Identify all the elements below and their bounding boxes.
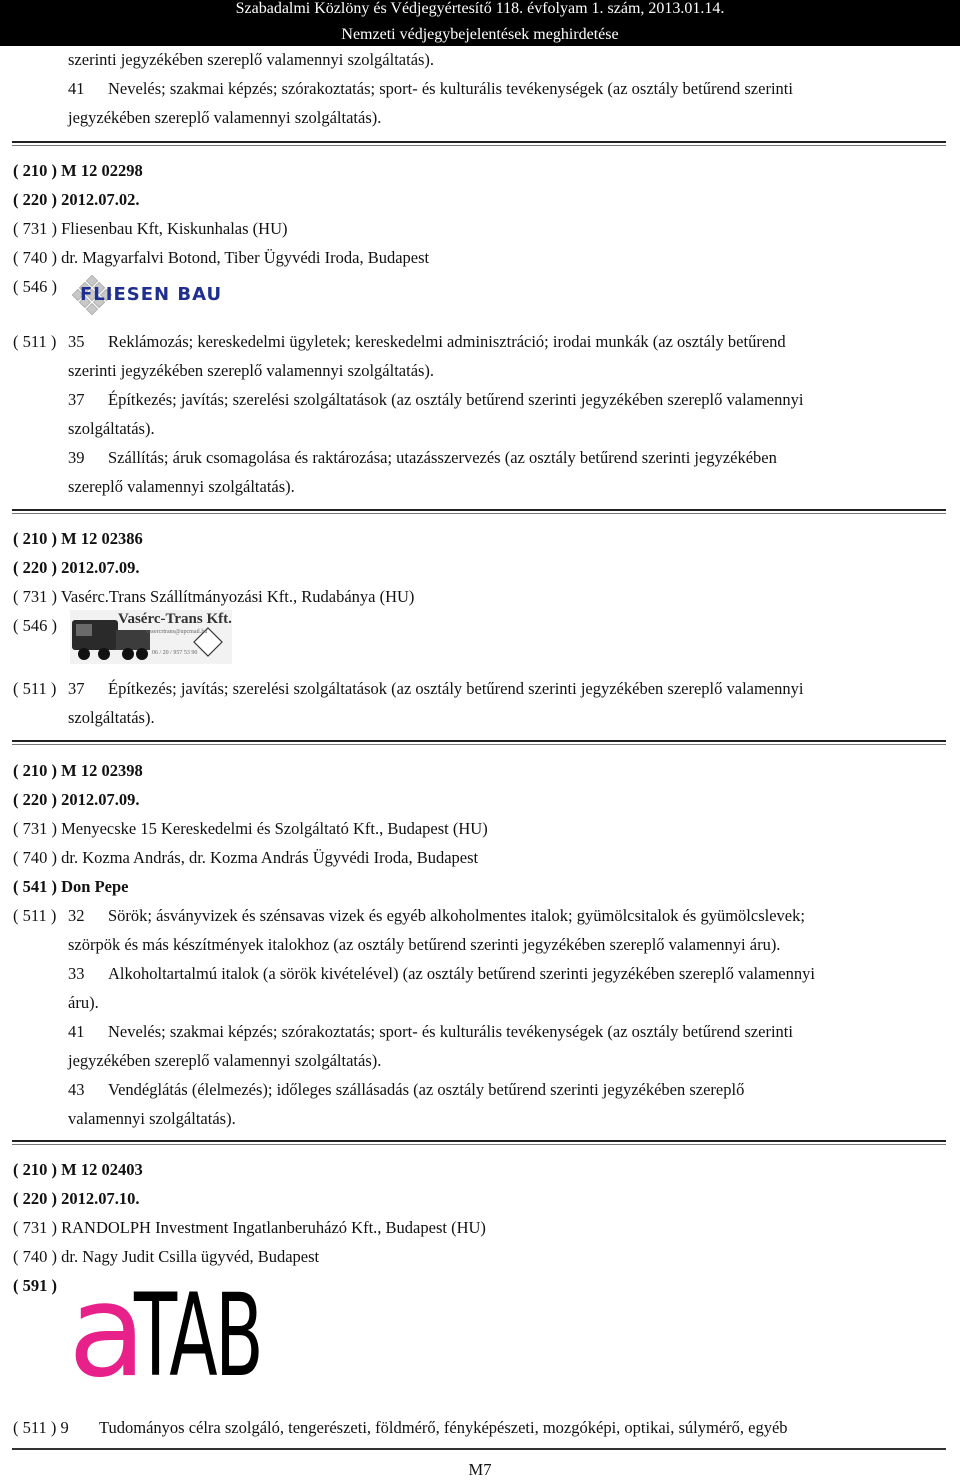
e2-application-number: ( 210 ) M 12 02386 <box>13 529 143 548</box>
vaserc-logo-email: vasercrtrans@upcmail.hu <box>146 629 208 635</box>
vaserc-trans-logo <box>70 610 232 664</box>
e1-class-37-line2: szolgáltatás). <box>68 419 155 438</box>
entry-separator-thin <box>12 513 946 514</box>
e1-filing-date: ( 220 ) 2012.07.02. <box>13 190 140 209</box>
vaserc-logo-text: Vasérc-Trans Kft. <box>118 611 232 627</box>
e2-class-37-line2: szolgáltatás). <box>68 708 155 727</box>
e2-filing-date: ( 220 ) 2012.07.09. <box>13 558 140 577</box>
e3-goods-label: ( 511 ) <box>13 906 57 925</box>
atab-logo-tab: TAB <box>134 1269 262 1402</box>
e2-class-37-line1: 37 Építkezés; javítás; szerelési szolgáltatások (az osztály betűrend szerinti jegyzékében szereplő valamennyi <box>68 679 804 698</box>
e4-color-claim: ( 591 ) <box>13 1276 57 1295</box>
e3-class-43-line1: 43 Vendéglátás (élelmezés); időleges szállásadás (az osztály betűrend szerinti jegyzékében szereplő <box>68 1080 745 1099</box>
e1-class-39-line2: szereplő valamennyi szolgáltatás). <box>68 477 295 496</box>
entry-separator <box>12 141 946 143</box>
e3-applicant: ( 731 ) Menyecske 15 Kereskedelmi és Szolgáltató Kft., Budapest (HU) <box>13 819 488 838</box>
e1-mark-type: ( 546 ) <box>13 277 57 296</box>
e3-class-43-line2: valamennyi szolgáltatás). <box>68 1109 236 1128</box>
e3-application-number: ( 210 ) M 12 02398 <box>13 761 143 780</box>
entry-separator <box>12 509 946 511</box>
entry-separator-thin <box>12 744 946 745</box>
e3-class-41-line2: jegyzékében szereplő valamennyi szolgáltatás). <box>68 1051 382 1070</box>
e4-filing-date: ( 220 ) 2012.07.10. <box>13 1189 140 1208</box>
atab-logo-a: a <box>68 1257 147 1406</box>
vaserc-logo-phone: 06 / 20 / 957 53 90 <box>152 650 198 656</box>
e4-representative: ( 740 ) dr. Nagy Judit Csilla ügyvéd, Budapest <box>13 1247 320 1266</box>
class-41-line2: jegyzékében szereplő valamennyi szolgáltatás). <box>68 108 382 127</box>
entry-separator <box>12 1140 946 1142</box>
fliesenbau-logo <box>74 270 234 320</box>
section-title: Nemzeti védjegybejelentések meghirdetése <box>341 26 619 43</box>
e2-mark-type: ( 546 ) <box>13 616 57 635</box>
e3-class-33-line1: 33 Alkoholtartalmú italok (a sörök kivételével) (az osztály betűrend szerinti jegyzékében szereplő valamennyi <box>68 964 815 983</box>
e1-application-number: ( 210 ) M 12 02298 <box>13 161 143 180</box>
fliesenbau-logo-text: FLIESEN BAU <box>80 284 223 305</box>
e3-class-32-line2: szörpök és más készítmények italokhoz (az osztály betűrend szerinti jegyzékében szereplő valamennyi áru). <box>68 935 781 954</box>
footer-separator <box>12 1448 946 1450</box>
entry-separator <box>12 740 946 742</box>
e1-class-35-line2: szerinti jegyzékében szereplő valamennyi szolgáltatás). <box>68 361 435 380</box>
page-header <box>0 0 960 46</box>
e1-applicant: ( 731 ) Fliesenbau Kft, Kiskunhalas (HU) <box>13 219 288 238</box>
class-41-line1: 41 Nevelés; szakmai képzés; szórakoztatás; sport- és kulturális tevékenységek (az osztály betűrend szerinti <box>68 79 793 98</box>
atab-logo <box>68 1257 262 1408</box>
e2-goods-label: ( 511 ) <box>13 679 57 698</box>
e1-representative: ( 740 ) dr. Magyarfalvi Botond, Tiber Ügyvédi Iroda, Budapest <box>13 248 430 267</box>
entry-separator-thin <box>12 145 946 146</box>
e4-class-9-line1: Tudományos célra szolgáló, tengerészeti, földmérő, fényképészeti, mozgóképi, optikai, súlymérő, egyéb <box>99 1418 788 1437</box>
e3-filing-date: ( 220 ) 2012.07.09. <box>13 790 140 809</box>
e4-applicant: ( 731 ) RANDOLPH Investment Ingatlanberuházó Kft., Budapest (HU) <box>13 1218 486 1237</box>
page-number: M7 <box>468 1460 492 1479</box>
e1-class-39-line1: 39 Szállítás; áruk csomagolása és raktározása; utazásszervezés (az osztály betűrend szerinti jegyzékében <box>68 448 777 467</box>
e3-word-mark: ( 541 ) Don Pepe <box>13 877 129 896</box>
continuation-text: szerinti jegyzékében szereplő valamennyi szolgáltatás). <box>68 50 435 69</box>
e4-application-number: ( 210 ) M 12 02403 <box>13 1160 143 1179</box>
e1-class-35-line1: 35 Reklámozás; kereskedelmi ügyletek; kereskedelmi adminisztráció; irodai munkák (az osztály betűrend <box>68 332 786 351</box>
journal-title: Szabadalmi Közlöny és Védjegyértesítő 118. évfolyam 1. szám, 2013.01.14. <box>235 0 725 17</box>
e1-goods-label: ( 511 ) <box>13 332 57 351</box>
e3-representative: ( 740 ) dr. Kozma András, dr. Kozma András Ügyvédi Iroda, Budapest <box>13 848 479 867</box>
e3-class-33-line2: áru). <box>68 993 99 1012</box>
e1-class-37-line1: 37 Építkezés; javítás; szerelési szolgáltatások (az osztály betűrend szerinti jegyzékében szereplő valamennyi <box>68 390 804 409</box>
e3-class-32-line1: 32 Sörök; ásványvizek és szénsavas vizek és egyéb alkoholmentes italok; gyümölcsitalok és gyümölcslevek; <box>68 906 805 925</box>
entry-separator-thin <box>12 1144 946 1145</box>
e3-class-41-line1: 41 Nevelés; szakmai képzés; szórakoztatás; sport- és kulturális tevékenységek (az osztály betűrend szerinti <box>68 1022 793 1041</box>
e2-applicant: ( 731 ) Vasérc.Trans Szállítmányozási Kft., Rudabánya (HU) <box>13 587 415 606</box>
e4-goods-label: ( 511 ) 9 <box>13 1418 69 1437</box>
